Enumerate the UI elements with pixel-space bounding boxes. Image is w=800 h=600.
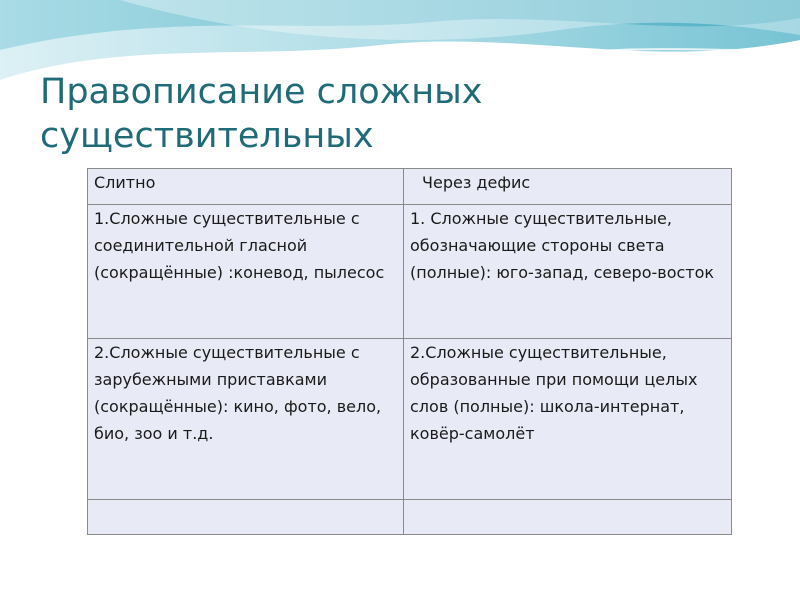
rule-hyphen-2: 2.Сложные существительные, образованные при помощи целых слов (полные): школа-интернат, ковёр-самолёт <box>410 343 698 443</box>
table-cell-empty <box>404 500 732 535</box>
table-header-cell-solid <box>88 169 404 205</box>
table-row-empty <box>88 500 732 535</box>
table-cell <box>404 339 732 500</box>
header-hyphen-label: Через дефис <box>422 173 531 192</box>
table-row <box>88 205 732 339</box>
table-header-row <box>88 169 732 205</box>
slide-title: Правописание сложных существительных <box>40 72 483 156</box>
rule-solid-1: 1.Сложные существительные с соединительной гласной (сокращённые) :коневод, пылесос <box>94 209 385 282</box>
table-header-cell-hyphen <box>404 169 732 205</box>
spelling-rules-table <box>87 168 732 535</box>
rule-hyphen-1: 1. Сложные существительные, обозначающие стороны света (полные): юго-запад, северо-восток <box>410 209 715 282</box>
table-cell-empty <box>88 500 404 535</box>
table-row <box>88 339 732 500</box>
table-cell <box>88 205 404 339</box>
rule-solid-2: 2.Сложные существительные с зарубежными приставками (сокращённые): кино, фото, вело, био, зоо и т.д. <box>94 343 382 443</box>
table-cell <box>88 339 404 500</box>
table-cell <box>404 205 732 339</box>
header-solid-label: Слитно <box>94 173 156 192</box>
